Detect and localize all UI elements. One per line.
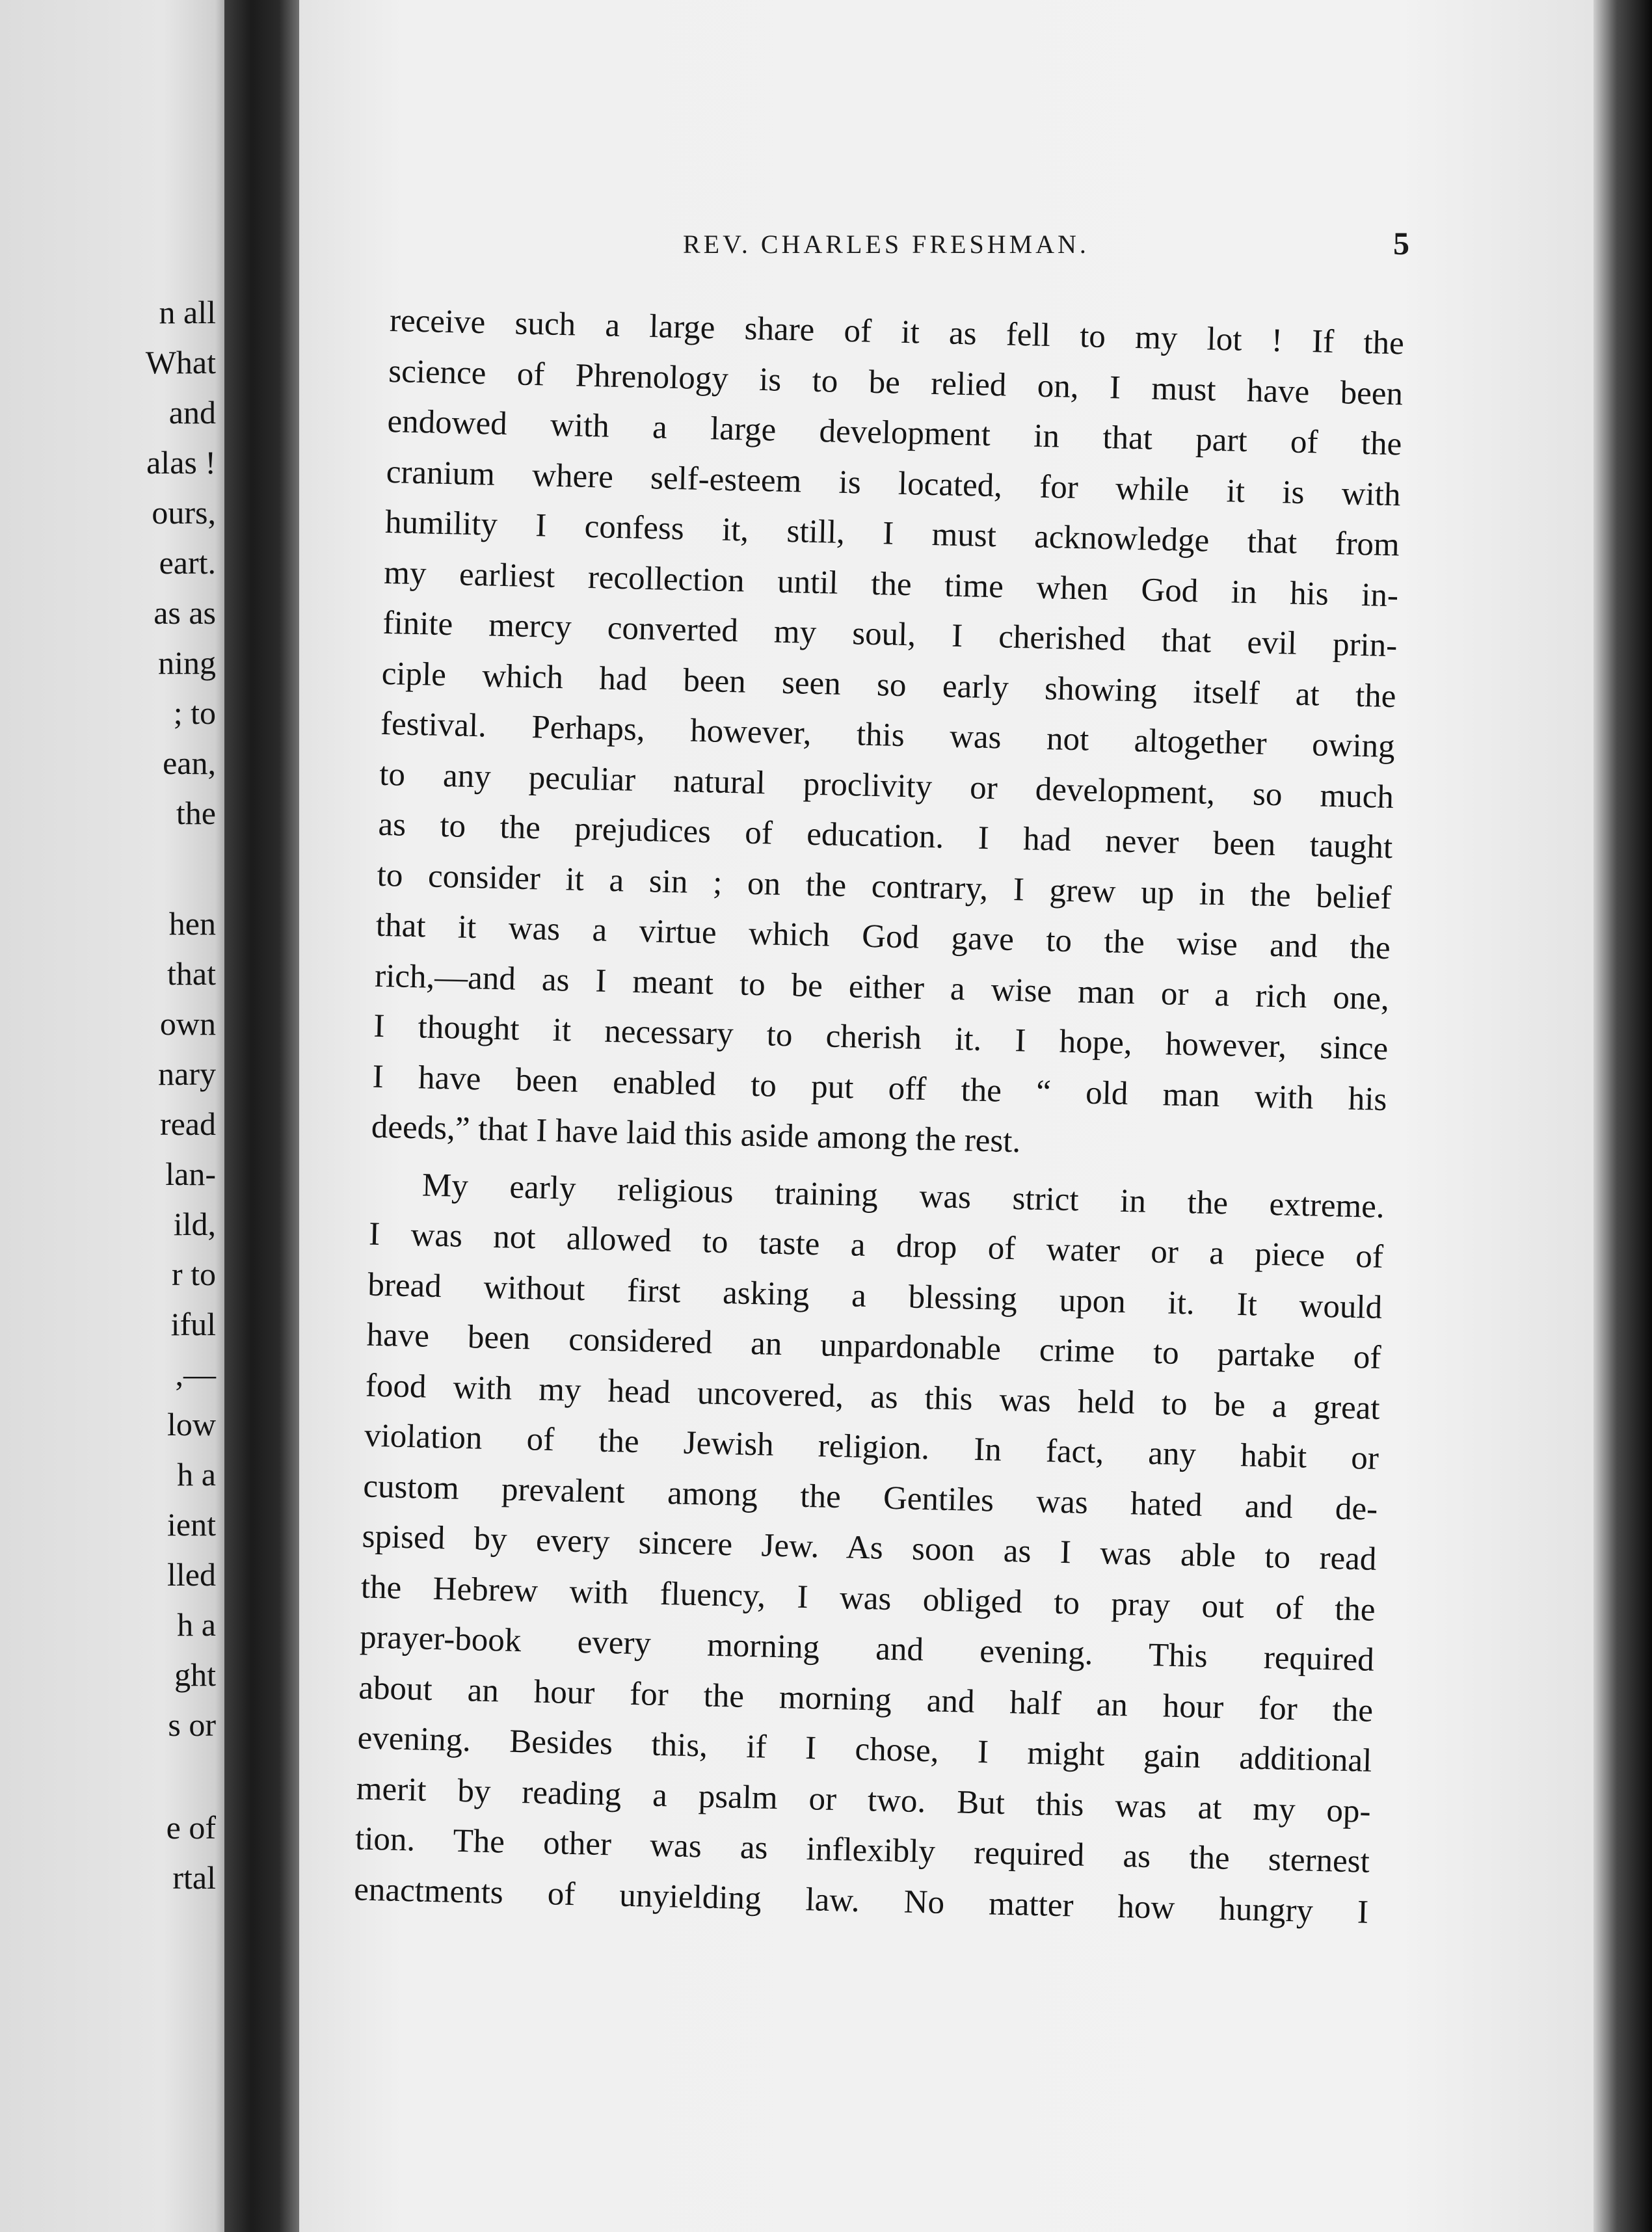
text-line: as to the prejudices of education. I had never been taught xyxy=(377,806,1393,866)
left-line-fragment: as as xyxy=(153,594,216,631)
right-page-edge xyxy=(1593,0,1652,2232)
left-line-fragment: that xyxy=(167,955,216,992)
text-line: the Hebrew with fluency, I was obliged to pray out of the xyxy=(360,1568,1376,1628)
left-line-fragment: ours, xyxy=(152,494,216,531)
text-line: tion. The other was as inflexibly required as the sternest xyxy=(354,1820,1370,1880)
text-line: science of Phrenology is to be relied on, I must have been xyxy=(388,352,1404,412)
left-line-fragment: ient xyxy=(167,1506,216,1543)
left-line-fragment: ean, xyxy=(163,745,216,781)
text-line: receive such a large share of it as fell to my lot ! If the xyxy=(389,302,1405,362)
left-line-fragment: ning xyxy=(158,644,216,681)
left-line-fragment: eart. xyxy=(159,544,216,581)
left-line-fragment: s or xyxy=(168,1707,216,1743)
left-line-fragment: lled xyxy=(167,1556,216,1593)
text-line: rich,—and as I meant to be either a wise man or a rich one, xyxy=(374,957,1390,1017)
text-line: I have been enabled to put off the “ old man with his xyxy=(372,1058,1387,1118)
left-line-fragment: ; to xyxy=(173,695,216,731)
left-line-fragment: r to xyxy=(171,1256,216,1292)
left-line-fragment: alas ! xyxy=(146,444,216,481)
text-line: humility I confess it, still, I must acknowledge that from xyxy=(384,503,1400,564)
left-line-fragment: lan- xyxy=(165,1156,216,1192)
left-line-fragment: the xyxy=(176,795,216,831)
text-line: to any peculiar natural proclivity or development, so much xyxy=(379,756,1394,816)
left-line-fragment: nary xyxy=(158,1056,216,1092)
text-line: My early religious training was strict in the extreme. xyxy=(421,1166,1385,1225)
text-line: prayer-book every morning and evening. This required xyxy=(359,1619,1375,1679)
text-line: bread without first asking a blessing upon it. It would xyxy=(367,1266,1383,1326)
text-line: deeds,” that I have laid this aside among the rest. xyxy=(371,1108,1021,1160)
text-line: spised by every sincere Jew. As soon as I was able to read xyxy=(362,1518,1377,1578)
left-line-fragment: hen xyxy=(168,905,216,942)
left-line-fragment: rtal xyxy=(172,1859,216,1896)
text-line: ciple which had been seen so early showing itself at the xyxy=(381,655,1397,715)
text-line: finite mercy converted my soul, I cherished that evil prin- xyxy=(382,604,1398,665)
text-line: food with my head uncovered, as this was held to be a great xyxy=(365,1367,1381,1427)
left-line-fragment: iful xyxy=(170,1306,216,1342)
text-line: evening. Besides this, if I chose, I might gain additional xyxy=(357,1720,1372,1779)
text-line: have been considered an unpardonable crime to partake of xyxy=(366,1316,1381,1376)
text-line: cranium where self-esteem is located, for while it is with xyxy=(386,453,1402,513)
left-line-fragment: own xyxy=(159,1005,216,1042)
text-line: festival. Perhaps, however, this was not altogether owing xyxy=(380,705,1396,765)
running-head: REV. CHARLES FRESHMAN. xyxy=(683,230,1089,259)
text-line: about an hour for the morning and half an hour for the xyxy=(358,1669,1374,1729)
left-line-fragment: ,— xyxy=(175,1356,216,1392)
text-line: that it was a virtue which God gave to the wise and the xyxy=(375,907,1391,967)
book-gutter xyxy=(224,0,302,2232)
left-line-fragment: and xyxy=(168,394,216,431)
text-line: merit by reading a psalm or two. But this was at my op- xyxy=(356,1770,1372,1830)
text-line: enactments of unyielding law. No matter how hungry I xyxy=(353,1870,1369,1931)
left-line-fragment: ild, xyxy=(173,1206,216,1242)
left-line-fragment: e of xyxy=(166,1809,216,1846)
text-line: I thought it necessary to cherish it. I hope, however, since xyxy=(373,1007,1389,1068)
text-line: to consider it a sin ; on the contrary, I grew up in the belief xyxy=(377,857,1392,916)
text-line: my earliest recollection until the time when God in his in- xyxy=(383,554,1399,614)
left-line-fragment: low xyxy=(167,1406,216,1442)
left-line-fragment: ght xyxy=(174,1656,216,1693)
text-line: violation of the Jewish religion. In fact, any habit or xyxy=(364,1417,1379,1477)
left-line-fragment: What xyxy=(145,344,216,380)
text-line: I was not allowed to taste a drop of water or a piece of xyxy=(368,1216,1384,1276)
text-line: custom prevalent among the Gentiles was hated and de- xyxy=(362,1468,1378,1528)
left-line-fragment: h a xyxy=(177,1456,216,1493)
left-line-fragment: h a xyxy=(177,1606,216,1643)
left-page-edge xyxy=(0,0,234,2232)
text-line: endowed with a large development in that part of the xyxy=(386,403,1402,463)
body-text xyxy=(354,296,1405,1938)
left-line-fragment: read xyxy=(159,1106,216,1142)
left-line-fragment: n all xyxy=(159,294,216,330)
page-number: 5 xyxy=(1393,225,1409,261)
